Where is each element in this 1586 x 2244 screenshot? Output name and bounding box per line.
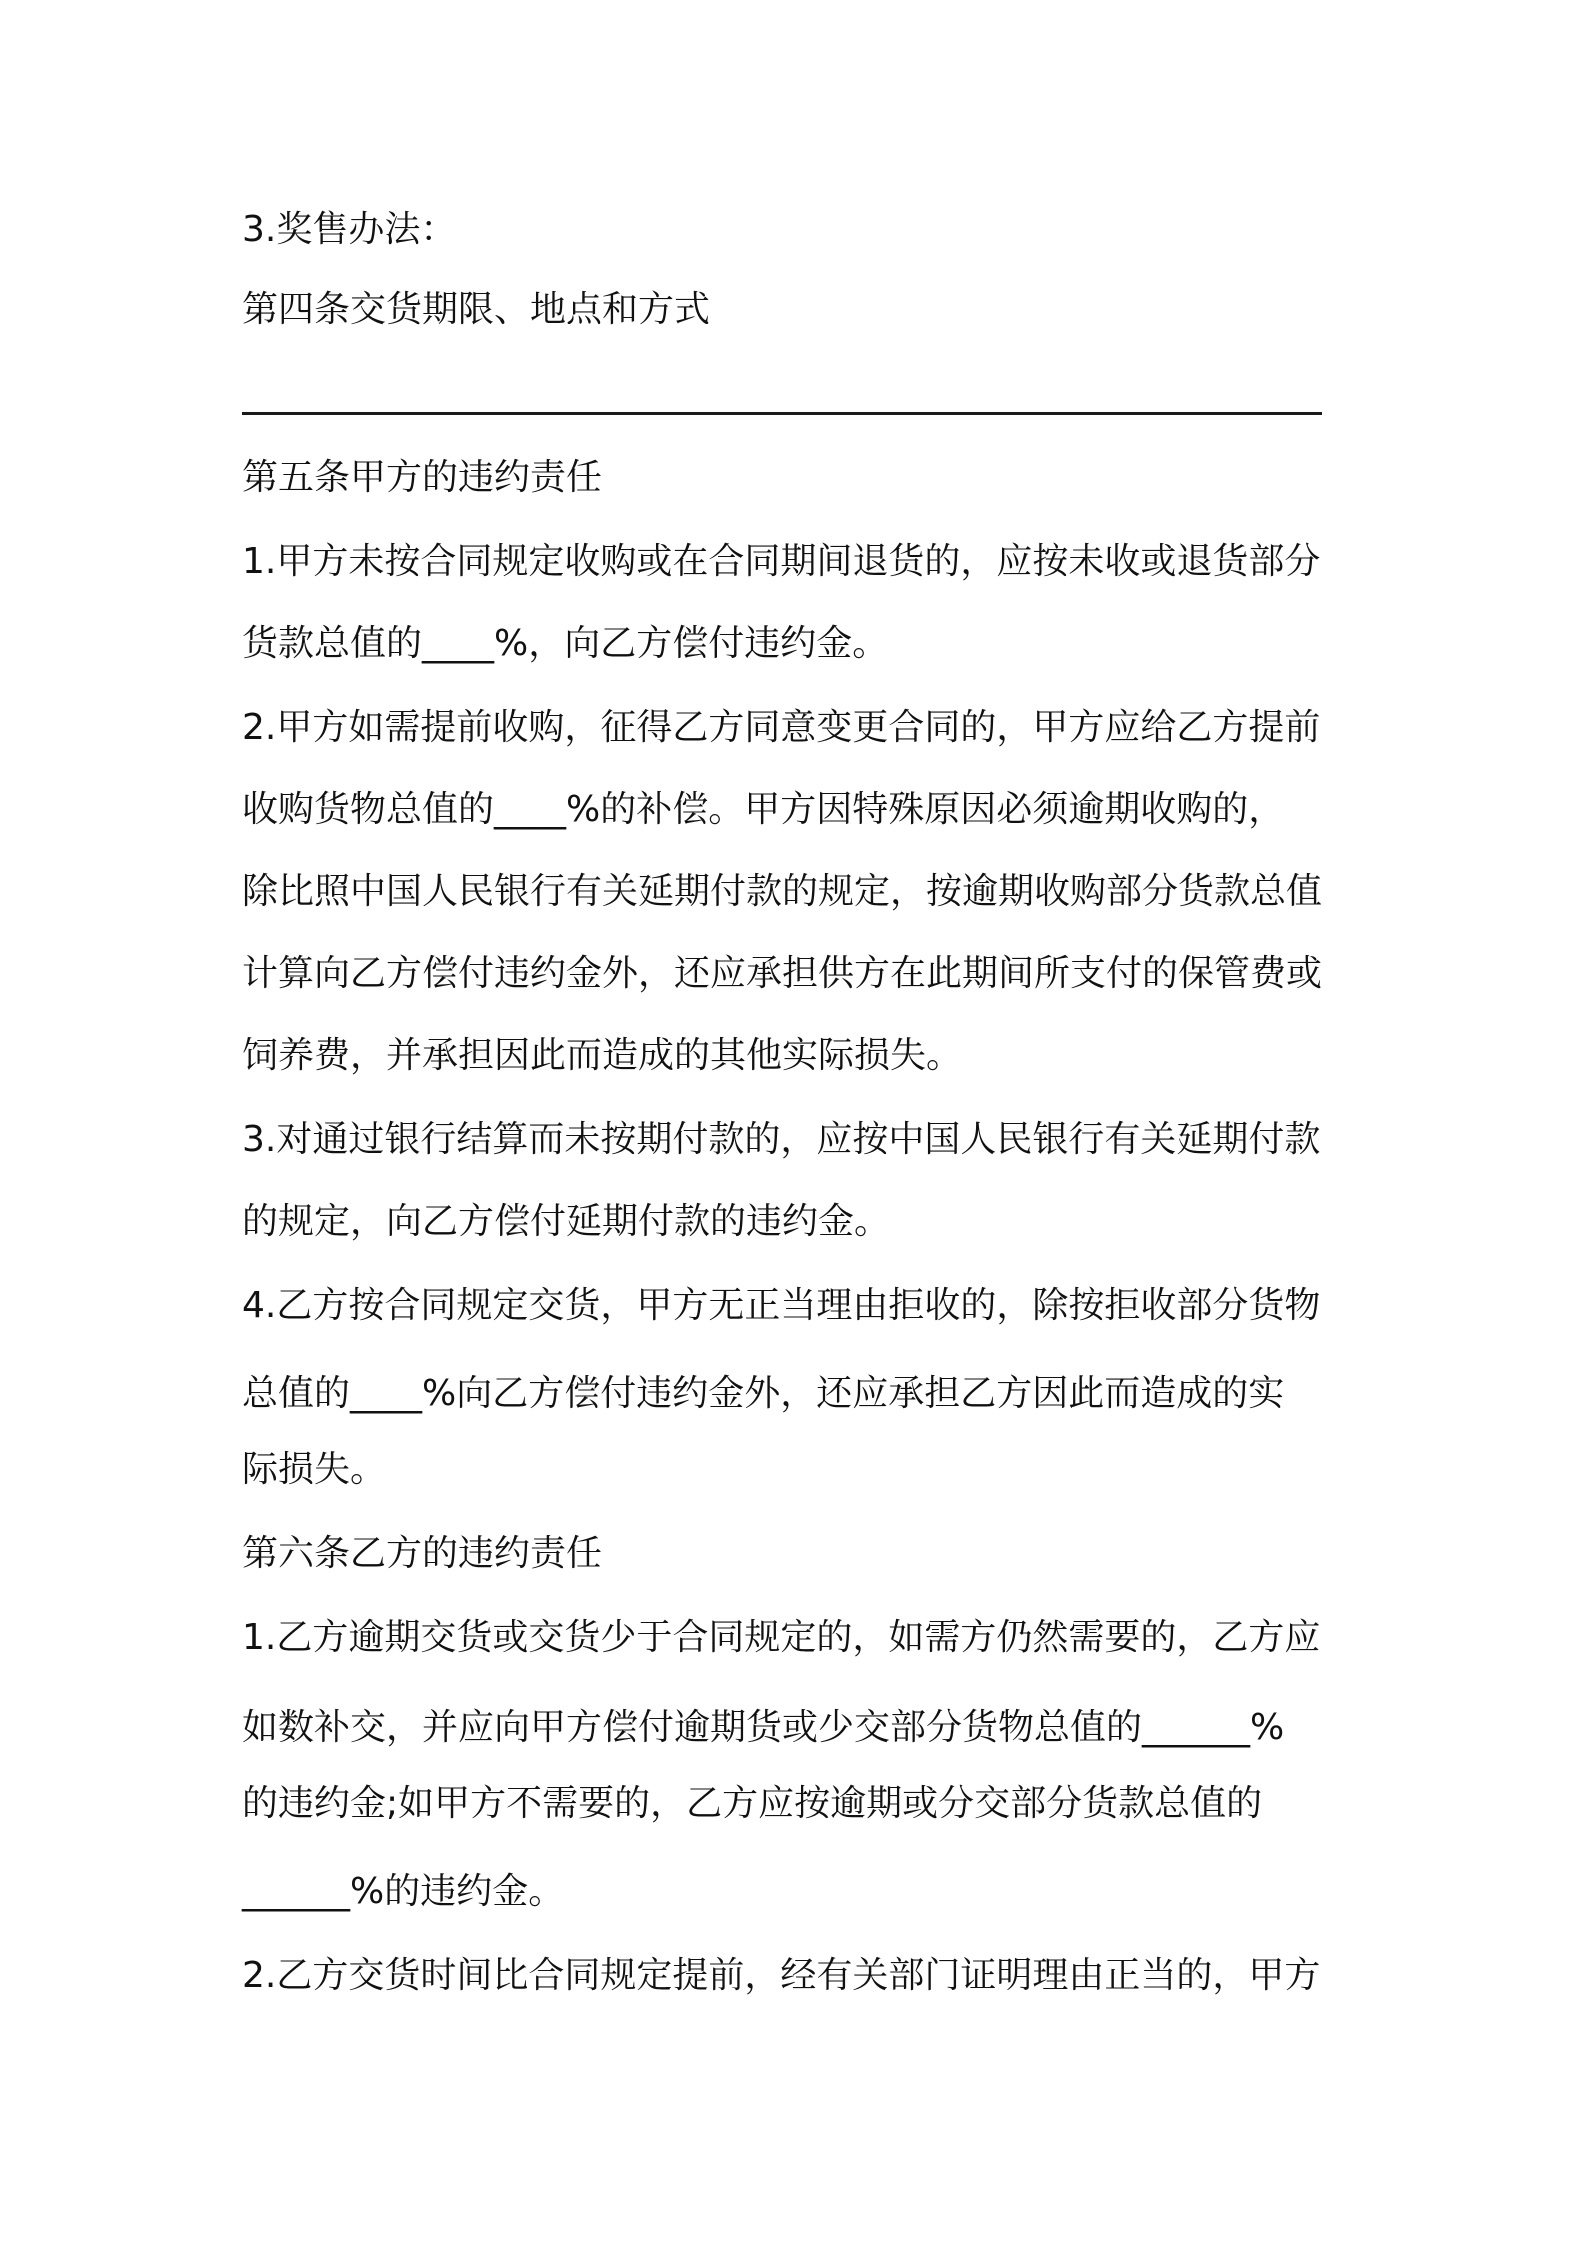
article-4-heading: 第四条交货期限、地点和方式 xyxy=(242,289,711,330)
article-6-item-1-line-3: 的违约金;如甲方不需要的，乙方应按逾期或分交部分货款总值的 xyxy=(242,1783,1263,1824)
article-5-item-4-line-1: 4.乙方按合同规定交货，甲方无正当理由拒收的，除按拒收部分货物 xyxy=(242,1285,1321,1326)
article-5-item-2-line-4: 计算向乙方偿付违约金外，还应承担供方在此期间所支付的保管费或 xyxy=(242,953,1323,994)
article-5-item-2-line-1: 2.甲方如需提前收购，征得乙方同意变更合同的，甲方应给乙方提前 xyxy=(242,707,1321,748)
article-6-item-2-line-1: 2.乙方交货时间比合同规定提前，经有关部门证明理由正当的，甲方 xyxy=(242,1955,1321,1996)
article-5-item-4-line-3: 际损失。 xyxy=(242,1449,387,1490)
article-6-item-1-line-2: 如数补交，并应向甲方偿付逾期货或少交部分货物总值的______% xyxy=(242,1707,1285,1748)
article-5-item-4-line-2: 总值的____%向乙方偿付违约金外，还应承担乙方因此而造成的实 xyxy=(242,1373,1285,1414)
article-6-item-1-line-4: ______%的违约金。 xyxy=(242,1871,565,1912)
article-5-item-2-line-5: 饲养费，并承担因此而造成的其他实际损失。 xyxy=(242,1035,963,1076)
article-6-heading: 第六条乙方的违约责任 xyxy=(242,1533,603,1574)
article-5-item-2-line-2: 收购货物总值的____%的补偿。甲方因特殊原因必须逾期收购的， xyxy=(242,789,1285,830)
blank-fill-line xyxy=(242,412,1322,415)
article-5-item-2-line-3: 除比照中国人民银行有关延期付款的规定，按逾期收购部分货款总值 xyxy=(242,871,1323,912)
clause-3-incentive-method: 3.奖售办法： xyxy=(242,209,457,250)
article-5-item-1-line-1: 1.甲方未按合同规定收购或在合同期间退货的，应按未收或退货部分 xyxy=(242,541,1321,582)
article-5-heading: 第五条甲方的违约责任 xyxy=(242,457,603,498)
article-5-item-3-line-1: 3.对通过银行结算而未按期付款的，应按中国人民银行有关延期付款 xyxy=(242,1119,1321,1160)
article-6-item-1-line-1: 1.乙方逾期交货或交货少于合同规定的，如需方仍然需要的，乙方应 xyxy=(242,1617,1321,1658)
article-5-item-1-line-2: 货款总值的____%，向乙方偿付违约金。 xyxy=(242,623,889,664)
article-5-item-3-line-2: 的规定，向乙方偿付延期付款的违约金。 xyxy=(242,1201,891,1242)
